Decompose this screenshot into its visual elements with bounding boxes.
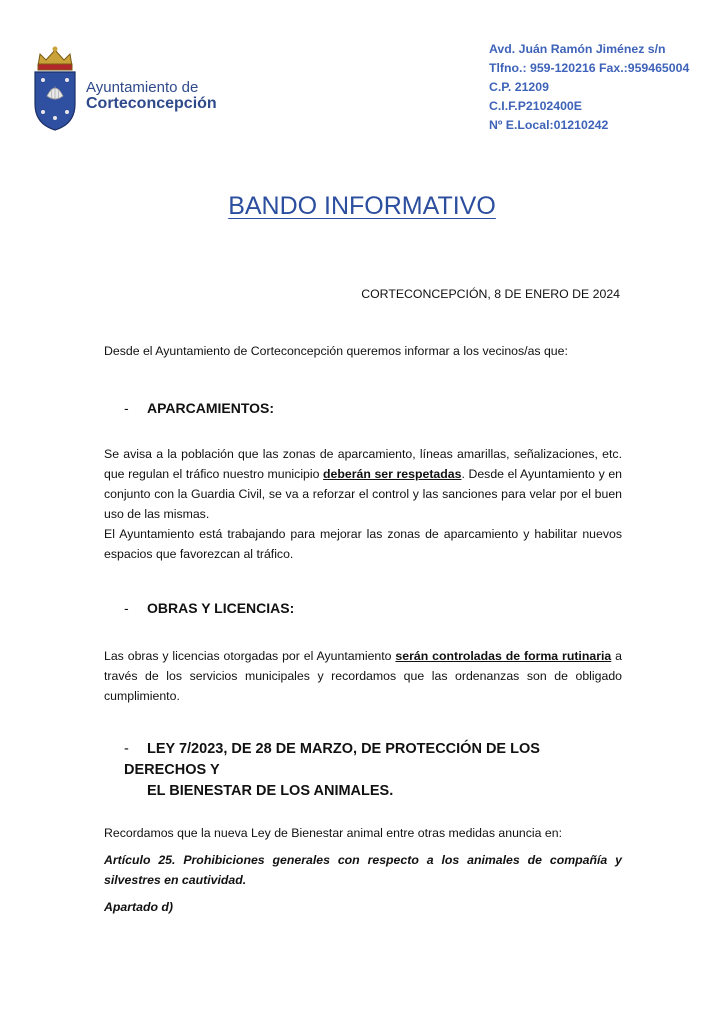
address-local-number: Nº E.Local:01210242 — [489, 118, 609, 132]
list-dash: - — [124, 400, 129, 416]
section-heading-obras — [124, 598, 294, 619]
intro-paragraph: Desde el Ayuntamiento de Corteconcepción queremos informar a los vecinos/as que: — [104, 344, 568, 358]
logo-line1: Ayuntamiento de — [86, 79, 199, 96]
municipal-logo — [30, 44, 220, 134]
aparcamientos-paragraph-2: El Ayuntamiento está trabajando para mejorar las zonas de aparcamiento y habilitar nuevos espacios que favorezcan al tráfico. — [104, 527, 622, 561]
heading-text: APARCAMIENTOS: — [147, 400, 275, 416]
text-run: a través de los servicios municipales y recordamos que las ordenanzas son de obligado cumplimiento. — [104, 649, 622, 703]
obras-paragraph — [104, 646, 622, 706]
section-heading-ley — [124, 739, 624, 802]
document-date: CORTECONCEPCIÓN, 8 DE ENERO DE 2024 — [361, 287, 620, 301]
address-street: Avd. Juán Ramón Jiménez s/n — [489, 42, 666, 56]
address-postal-code: C.P. 21209 — [489, 80, 549, 94]
heading-text: OBRAS Y LICENCIAS: — [147, 600, 295, 616]
text-run: Se avisa a la población que las zonas de aparcamiento, líneas amarillas, señalizaciones, etc. que regulan el tráfico nuestro municipio — [104, 447, 622, 481]
list-dash: - — [124, 741, 129, 757]
address-block — [489, 40, 689, 135]
ley-intro-paragraph: Recordamos que la nueva Ley de Bienestar animal entre otras medidas anuncia en: — [104, 826, 562, 840]
section-heading-aparcamientos — [124, 398, 274, 419]
text-run: Las obras y licencias otorgadas por el Ayuntamiento — [104, 649, 396, 663]
address-cif: C.I.F.P2102400E — [489, 99, 582, 113]
heading-line2: EL BIENESTAR DE LOS ANIMALES. — [147, 783, 394, 799]
coat-of-arms-icon — [30, 44, 80, 134]
aparcamientos-paragraph-1 — [104, 444, 622, 524]
address-phone-fax: Tlfno.: 959-120216 Fax.:959465004 — [489, 61, 690, 75]
document-title: BANDO INFORMATIVO — [228, 192, 496, 220]
heading-line1: LEY 7/2023, DE 28 DE MARZO, DE PROTECCIÓN DE LOS DERECHOS Y — [124, 741, 540, 778]
apartado-d-text: Apartado d) — [104, 900, 173, 914]
article-25-text: Artículo 25. Prohibiciones generales con respecto a los animales de compañía y silvestres en cautividad. — [104, 853, 622, 887]
emphasis-text: serán controladas de forma rutinaria — [395, 649, 612, 663]
list-dash: - — [124, 600, 129, 616]
emphasis-text: deberán ser respetadas — [323, 467, 462, 481]
logo-text — [86, 80, 217, 113]
logo-line2: Corteconcepción — [86, 94, 217, 112]
text-run: . Desde el Ayuntamiento y en conjunto con la Guardia Civil, se va a reforzar el control y las sanciones para velar por el buen uso de las mismas. — [104, 467, 623, 521]
